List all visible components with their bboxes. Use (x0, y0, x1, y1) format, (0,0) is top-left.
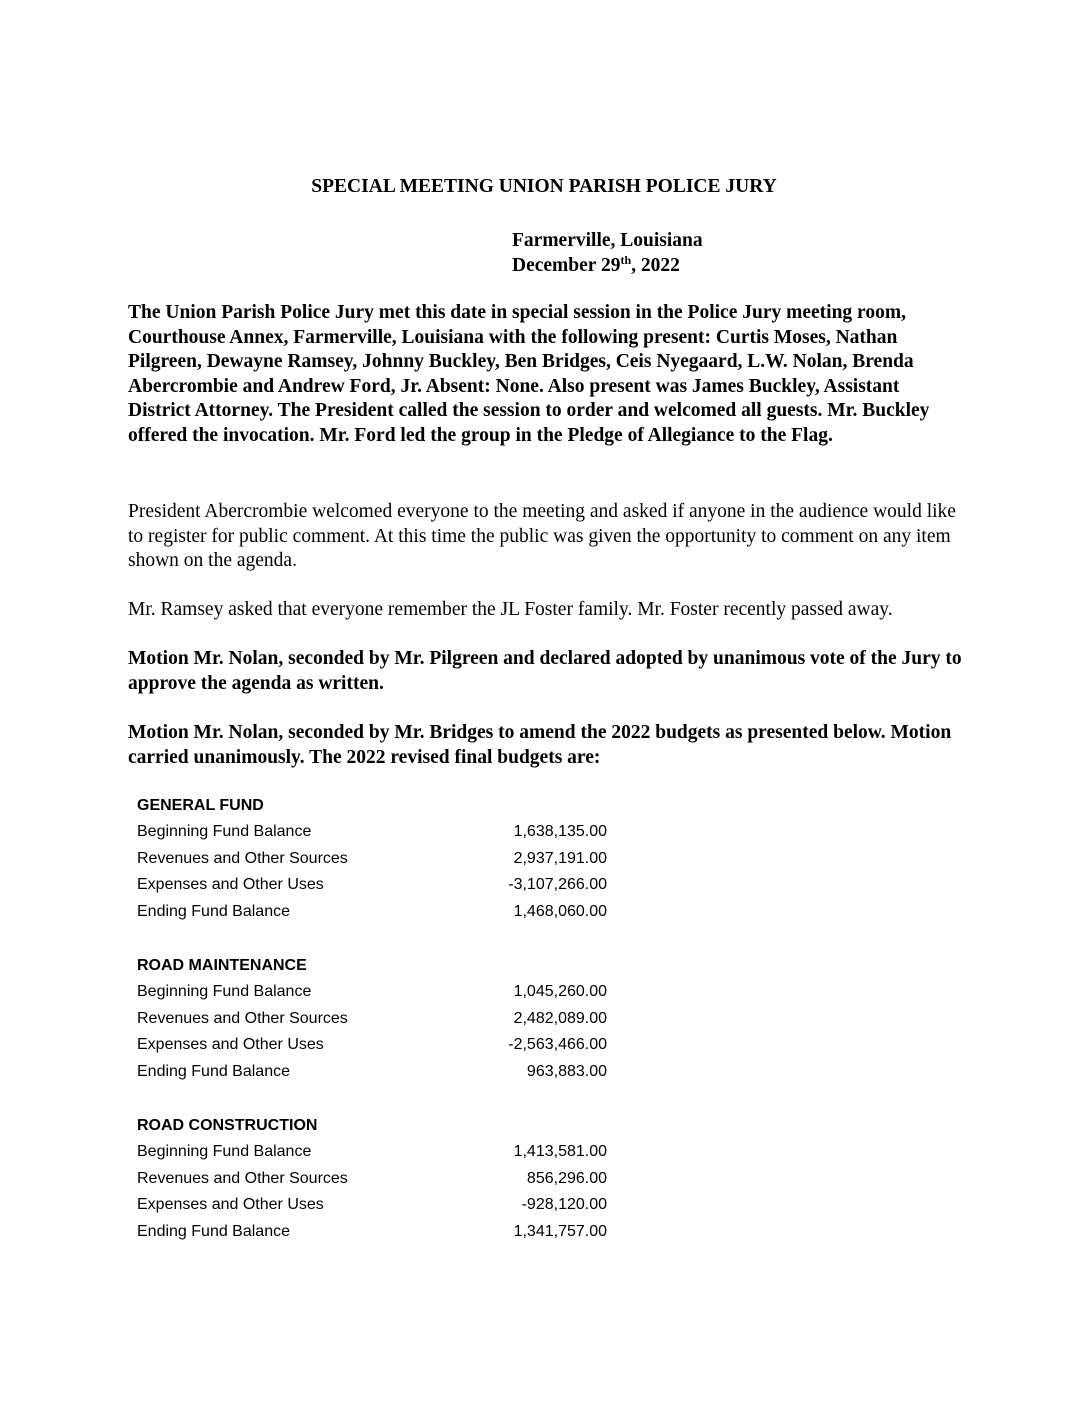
fund-row-amount: 1,638,135.00 (513, 823, 607, 840)
fund-general (137, 792, 607, 926)
fund-row-amount: 1,045,260.00 (513, 983, 607, 1000)
meeting-location-date (512, 228, 703, 278)
fund-row-label: Ending Fund Balance (137, 903, 290, 921)
fund-road-construction (137, 1112, 607, 1246)
fund-row (137, 846, 607, 873)
fund-row-amount: -3,107,266.00 (508, 876, 607, 894)
attendance-paragraph: The Union Parish Police Jury met this date in special session in the Police Jury meeting room, Courthouse Annex, Farmerville, Louisiana with the following present: Curtis Moses, Nathan Pilgreen, Dewayne Ramsey, Johnny Buckley, Ben Bridges, Ceis Nyegaard, L.W. Nolan, Brenda Abercrombie and Andrew Ford, Jr. Absent: None. Also present was James Buckley, Assistant District Attorney. The President called the session to order and welcomed all guests. Mr. Buckley offered the invocation. Mr. Ford led the group in the Pledge of Allegiance to the Flag. (128, 302, 930, 446)
fund-title: ROAD MAINTENANCE (137, 957, 307, 974)
fund-row-amount: 1,341,757.00 (513, 1223, 607, 1241)
fund-row (137, 979, 607, 1006)
fund-row-amount: 2,482,089.00 (513, 1009, 607, 1027)
fund-row-amount: 1,413,581.00 (513, 1143, 607, 1160)
fund-row (137, 1032, 607, 1059)
fund-row (137, 1006, 607, 1033)
fund-row (137, 1219, 607, 1246)
fund-row (137, 1192, 607, 1219)
fund-row (137, 1166, 607, 1193)
meeting-date-year: , 2022 (631, 255, 680, 276)
remembrance-paragraph: Mr. Ramsey asked that everyone remember the JL Foster family. Mr. Foster recently passed away. (128, 599, 893, 620)
budget-motion-paragraph: Motion Mr. Nolan, seconded by Mr. Bridges to amend the 2022 budgets as presented below. Motion carried unanimously. The 2022 revised final budgets are: (128, 722, 952, 768)
fund-row-label: Ending Fund Balance (137, 1223, 290, 1241)
meeting-date (512, 253, 703, 278)
fund-row-amount: 856,296.00 (526, 1169, 607, 1187)
fund-row-label: Beginning Fund Balance (137, 823, 312, 840)
fund-title: GENERAL FUND (137, 797, 264, 814)
fund-row (137, 872, 607, 899)
fund-row-label: Revenues and Other Sources (137, 1009, 348, 1027)
fund-row-amount: 1,468,060.00 (513, 903, 607, 921)
document-title: SPECIAL MEETING UNION PARISH POLICE JURY (311, 176, 777, 197)
fund-row (137, 899, 607, 926)
agenda-motion-paragraph: Motion Mr. Nolan, seconded by Mr. Pilgreen and declared adopted by unanimous vote of the Jury to approve the agenda as written. (128, 648, 962, 694)
fund-row-label: Beginning Fund Balance (137, 983, 312, 1000)
fund-title: ROAD CONSTRUCTION (137, 1117, 318, 1134)
fund-row-label: Expenses and Other Uses (137, 1036, 324, 1054)
fund-row-amount: 963,883.00 (526, 1063, 607, 1081)
meeting-date-main: December 29 (512, 255, 621, 276)
fund-row-label: Ending Fund Balance (137, 1063, 290, 1081)
fund-row-label: Expenses and Other Uses (137, 876, 324, 894)
fund-row-label: Beginning Fund Balance (137, 1143, 312, 1160)
fund-row-amount: -928,120.00 (521, 1196, 607, 1214)
fund-row (137, 1059, 607, 1086)
fund-row-label: Expenses and Other Uses (137, 1196, 324, 1214)
fund-road-maintenance (137, 952, 607, 1086)
fund-row (137, 1139, 607, 1166)
meeting-date-ordinal: th (620, 253, 632, 267)
meeting-location: Farmerville, Louisiana (512, 230, 703, 251)
fund-row (137, 819, 607, 846)
fund-row-amount: -2,563,466.00 (508, 1036, 607, 1054)
public-comment-paragraph: President Abercrombie welcomed everyone to the meeting and asked if anyone in the audience would like to register for public comment. At this time the public was given the opportunity to comment on any item shown on the agenda. (128, 501, 956, 571)
fund-row-label: Revenues and Other Sources (137, 1169, 348, 1187)
fund-row-label: Revenues and Other Sources (137, 849, 348, 867)
fund-row-amount: 2,937,191.00 (513, 849, 607, 867)
